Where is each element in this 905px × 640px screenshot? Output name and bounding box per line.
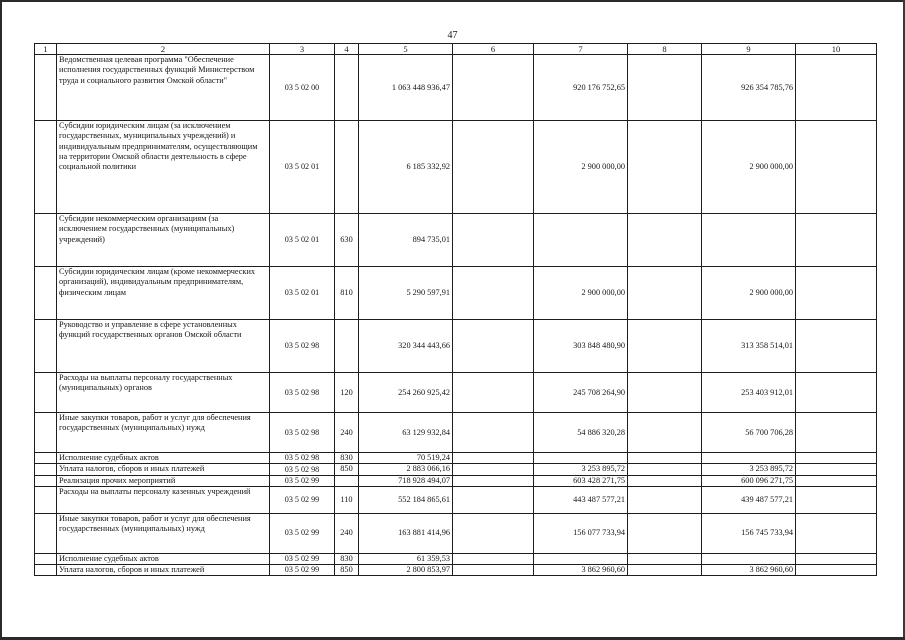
amount-col5-cell: 552 184 865,61	[359, 486, 453, 513]
expense-type-cell	[335, 121, 359, 214]
amount-col9-cell: 253 403 912,01	[702, 373, 796, 413]
amount-col9-cell: 313 358 514,01	[702, 320, 796, 373]
amount-col7-cell: 54 886 320,28	[534, 413, 628, 453]
amount-col8-cell	[628, 267, 702, 320]
amount-col9-cell	[702, 214, 796, 267]
amount-col6-cell	[453, 464, 534, 475]
amount-col5-cell: 894 735,01	[359, 214, 453, 267]
amount-col7-cell	[534, 553, 628, 564]
row-index-cell	[35, 475, 57, 486]
amount-col9-cell: 3 253 895,72	[702, 464, 796, 475]
amount-col7-cell: 156 077 733,94	[534, 513, 628, 553]
amount-col8-cell	[628, 475, 702, 486]
row-index-cell	[35, 413, 57, 453]
amount-col10-cell	[796, 553, 877, 564]
amount-col8-cell	[628, 121, 702, 214]
amount-col9-cell: 439 487 577,21	[702, 486, 796, 513]
amount-col8-cell	[628, 486, 702, 513]
amount-col9-cell: 2 900 000,00	[702, 121, 796, 214]
item-name-cell: Расходы на выплаты персоналу государственных (муниципальных) органов	[57, 373, 270, 413]
amount-col10-cell	[796, 55, 877, 121]
budget-code-cell: 03 5 02 98	[270, 373, 335, 413]
amount-col7-cell	[534, 453, 628, 464]
item-name-cell: Реализация прочих мероприятий	[57, 475, 270, 486]
amount-col7-cell: 303 848 480,90	[534, 320, 628, 373]
budget-code-cell: 03 5 02 01	[270, 267, 335, 320]
amount-col5-cell: 2 800 853,97	[359, 564, 453, 575]
amount-col5-cell: 70 519,24	[359, 453, 453, 464]
amount-col9-cell: 600 096 271,75	[702, 475, 796, 486]
item-name-cell: Субсидии юридическим лицам (за исключением государственных, муниципальных учреждений) и индивидуальным предпринимателям, осуществляющим на территории Омской области деятельность в сфере социальной политики	[57, 121, 270, 214]
amount-col5-cell: 6 185 332,92	[359, 121, 453, 214]
amount-col6-cell	[453, 564, 534, 575]
row-index-cell	[35, 486, 57, 513]
amount-col9-cell: 56 700 706,28	[702, 413, 796, 453]
budget-code-cell: 03 5 02 98	[270, 464, 335, 475]
amount-col10-cell	[796, 413, 877, 453]
amount-col10-cell	[796, 464, 877, 475]
row-index-cell	[35, 373, 57, 413]
amount-col8-cell	[628, 373, 702, 413]
amount-col8-cell	[628, 553, 702, 564]
amount-col8-cell	[628, 413, 702, 453]
amount-col5-cell: 5 290 597,91	[359, 267, 453, 320]
expense-type-cell: 810	[335, 267, 359, 320]
amount-col6-cell	[453, 475, 534, 486]
amount-col9-cell	[702, 553, 796, 564]
expense-type-cell: 630	[335, 214, 359, 267]
expense-type-cell: 830	[335, 553, 359, 564]
amount-col6-cell	[453, 267, 534, 320]
amount-col10-cell	[796, 453, 877, 464]
amount-col10-cell	[796, 513, 877, 553]
row-index-cell	[35, 121, 57, 214]
budget-code-cell: 03 5 02 98	[270, 413, 335, 453]
budget-table	[34, 43, 877, 576]
amount-col7-cell	[534, 214, 628, 267]
amount-col8-cell	[628, 214, 702, 267]
amount-col7-cell: 3 253 895,72	[534, 464, 628, 475]
expense-type-cell	[335, 55, 359, 121]
row-index-cell	[35, 513, 57, 553]
amount-col5-cell: 718 928 494,07	[359, 475, 453, 486]
expense-type-cell	[335, 475, 359, 486]
amount-col10-cell	[796, 475, 877, 486]
amount-col5-cell: 61 359,53	[359, 553, 453, 564]
amount-col10-cell	[796, 214, 877, 267]
row-index-cell	[35, 564, 57, 575]
amount-col7-cell: 2 900 000,00	[534, 267, 628, 320]
amount-col5-cell: 320 344 443,66	[359, 320, 453, 373]
table-row	[35, 453, 877, 464]
amount-col9-cell: 156 745 733,94	[702, 513, 796, 553]
row-index-cell	[35, 453, 57, 464]
budget-code-cell: 03 5 02 99	[270, 564, 335, 575]
amount-col10-cell	[796, 373, 877, 413]
item-name-cell: Уплата налогов, сборов и иных платежей	[57, 564, 270, 575]
table-row	[35, 486, 877, 513]
amount-col6-cell	[453, 413, 534, 453]
amount-col6-cell	[453, 486, 534, 513]
expense-type-cell	[335, 320, 359, 373]
budget-code-cell: 03 5 02 01	[270, 121, 335, 214]
item-name-cell: Субсидии некоммерческим организациям (за исключением государственных (муниципальных) учреждений)	[57, 214, 270, 267]
budget-code-cell: 03 5 02 99	[270, 553, 335, 564]
header-cell: 5	[359, 44, 453, 55]
budget-code-cell: 03 5 02 99	[270, 475, 335, 486]
item-name-cell: Ведомственная целевая программа "Обеспечение исполнения государственных функций Министерством труда и социального развития Омской области"	[57, 55, 270, 121]
budget-code-cell: 03 5 02 00	[270, 55, 335, 121]
amount-col6-cell	[453, 320, 534, 373]
amount-col5-cell: 254 260 925,42	[359, 373, 453, 413]
header-cell: 8	[628, 44, 702, 55]
amount-col10-cell	[796, 564, 877, 575]
header-cell: 1	[35, 44, 57, 55]
table-row	[35, 564, 877, 575]
table-row	[35, 373, 877, 413]
header-cell: 4	[335, 44, 359, 55]
amount-col7-cell: 245 708 264,90	[534, 373, 628, 413]
table-row	[35, 513, 877, 553]
amount-col8-cell	[628, 55, 702, 121]
amount-col9-cell	[702, 453, 796, 464]
table-row	[35, 267, 877, 320]
amount-col7-cell: 603 428 271,75	[534, 475, 628, 486]
header-cell: 9	[702, 44, 796, 55]
amount-col8-cell	[628, 513, 702, 553]
amount-col7-cell: 443 487 577,21	[534, 486, 628, 513]
item-name-cell: Иные закупки товаров, работ и услуг для обеспечения государственных (муниципальных) нужд	[57, 413, 270, 453]
amount-col6-cell	[453, 121, 534, 214]
amount-col10-cell	[796, 121, 877, 214]
row-index-cell	[35, 55, 57, 121]
header-cell: 7	[534, 44, 628, 55]
amount-col5-cell: 1 063 448 936,47	[359, 55, 453, 121]
row-index-cell	[35, 214, 57, 267]
table-row	[35, 464, 877, 475]
amount-col6-cell	[453, 373, 534, 413]
budget-code-cell: 03 5 02 99	[270, 486, 335, 513]
table-row	[35, 553, 877, 564]
table-row	[35, 121, 877, 214]
amount-col5-cell: 63 129 932,84	[359, 413, 453, 453]
expense-type-cell: 830	[335, 453, 359, 464]
amount-col10-cell	[796, 486, 877, 513]
item-name-cell: Субсидии юридическим лицам (кроме некоммерческих организаций), индивидуальным предпринимателям, физическим лицам	[57, 267, 270, 320]
amount-col8-cell	[628, 564, 702, 575]
expense-type-cell: 850	[335, 464, 359, 475]
item-name-cell: Исполнение судебных актов	[57, 453, 270, 464]
scan-border-top	[0, 0, 905, 2]
amount-col6-cell	[453, 453, 534, 464]
amount-col9-cell: 3 862 960,60	[702, 564, 796, 575]
amount-col7-cell: 920 176 752,65	[534, 55, 628, 121]
row-index-cell	[35, 320, 57, 373]
amount-col5-cell: 163 881 414,96	[359, 513, 453, 553]
amount-col6-cell	[453, 513, 534, 553]
budget-code-cell: 03 5 02 99	[270, 513, 335, 553]
item-name-cell: Уплата налогов, сборов и иных платежей	[57, 464, 270, 475]
table-row	[35, 413, 877, 453]
expense-type-cell: 240	[335, 513, 359, 553]
item-name-cell: Расходы на выплаты персоналу казенных учреждений	[57, 486, 270, 513]
header-cell: 3	[270, 44, 335, 55]
expense-type-cell: 110	[335, 486, 359, 513]
amount-col6-cell	[453, 55, 534, 121]
budget-code-cell: 03 5 02 01	[270, 214, 335, 267]
amount-col8-cell	[628, 320, 702, 373]
table-row	[35, 475, 877, 486]
item-name-cell: Исполнение судебных актов	[57, 553, 270, 564]
amount-col9-cell: 926 354 785,76	[702, 55, 796, 121]
amount-col5-cell: 2 883 066,16	[359, 464, 453, 475]
item-name-cell: Иные закупки товаров, работ и услуг для обеспечения государственных (муниципальных) нужд	[57, 513, 270, 553]
row-index-cell	[35, 464, 57, 475]
amount-col9-cell: 2 900 000,00	[702, 267, 796, 320]
scan-border-left	[0, 0, 2, 640]
budget-code-cell: 03 5 02 98	[270, 453, 335, 464]
row-index-cell	[35, 553, 57, 564]
amount-col10-cell	[796, 320, 877, 373]
amount-col6-cell	[453, 553, 534, 564]
amount-col7-cell: 2 900 000,00	[534, 121, 628, 214]
expense-type-cell: 850	[335, 564, 359, 575]
table-row	[35, 55, 877, 121]
row-index-cell	[35, 267, 57, 320]
item-name-cell: Руководство и управление в сфере установленных функций государственных органов Омской области	[57, 320, 270, 373]
table-row	[35, 320, 877, 373]
header-cell: 6	[453, 44, 534, 55]
amount-col8-cell	[628, 464, 702, 475]
budget-code-cell: 03 5 02 98	[270, 320, 335, 373]
table-row	[35, 214, 877, 267]
amount-col7-cell: 3 862 960,60	[534, 564, 628, 575]
expense-type-cell: 120	[335, 373, 359, 413]
amount-col10-cell	[796, 267, 877, 320]
amount-col6-cell	[453, 214, 534, 267]
header-cell: 2	[57, 44, 270, 55]
amount-col8-cell	[628, 453, 702, 464]
header-row	[35, 44, 877, 55]
page-number: 47	[447, 30, 458, 41]
expense-type-cell: 240	[335, 413, 359, 453]
header-cell: 10	[796, 44, 877, 55]
